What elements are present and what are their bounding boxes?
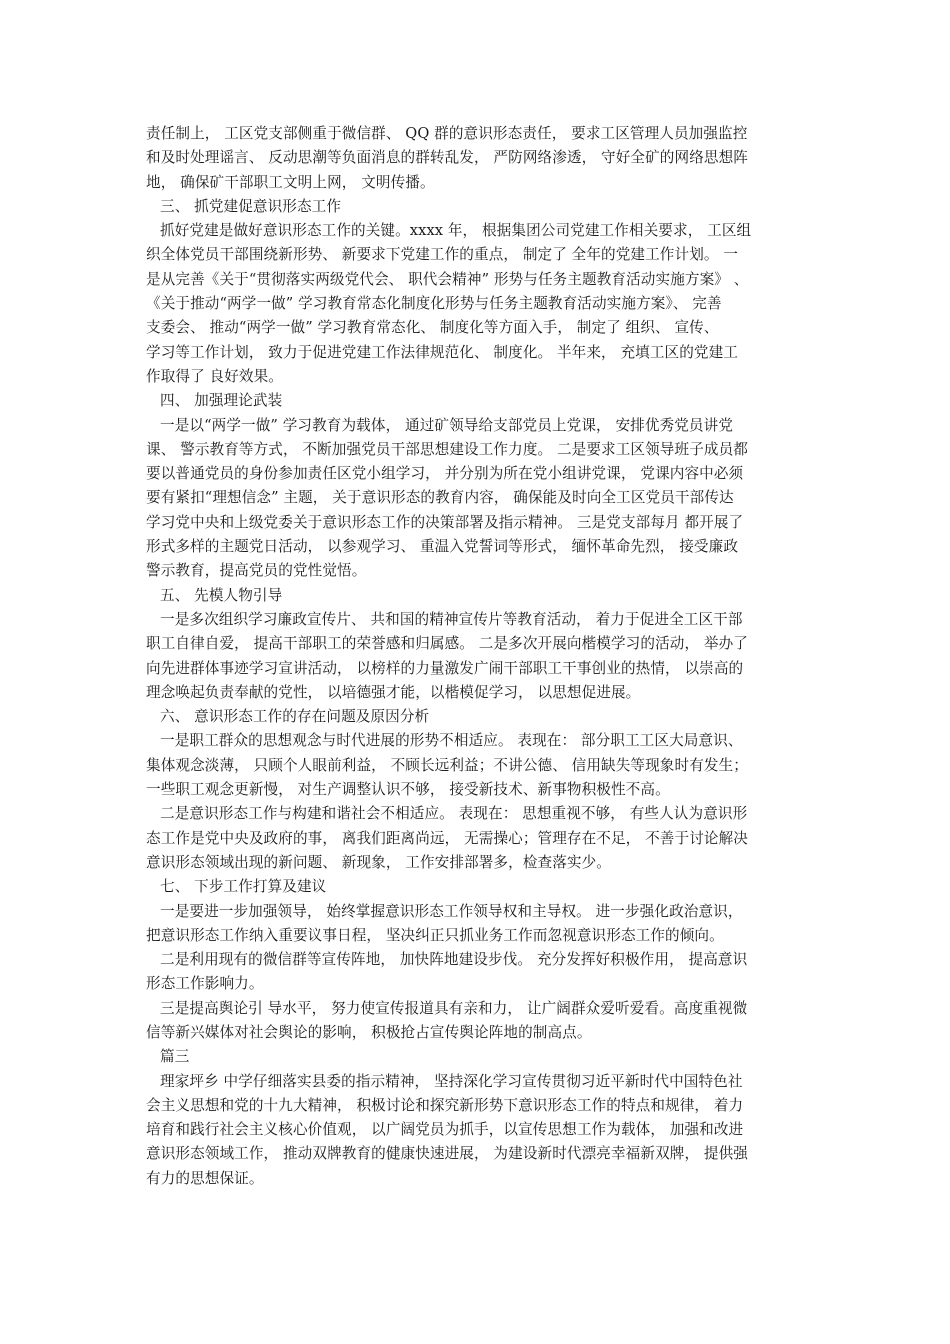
text-line: 要有紧扣“理想信念” 主题， 关于意识形态的教育内容， 确保能及时向全工区党员干部传达 [146, 489, 734, 507]
text-line: 有力的思想保证。 [146, 1169, 264, 1187]
text-line: 职工自律自爱， 提高干部职工的荣誉感和归属感。 二是多次开展向楷模学习的活动， 举办了 [146, 635, 748, 653]
text-line: 一是职工群众的思想观念与时代进展的形势不相适应。 表现在： 部分职工工区大局意识、 [160, 732, 743, 750]
text-line: 学习党中央和上级党委关于意识形态工作的决策部署及指示精神。 三是党支部每月 都开展了 [146, 513, 744, 531]
text-line: 要以普通党员的身份参加责任区党小组学习， 并分别为所在党小组讲党课， 党课内容中必须 [146, 465, 744, 483]
text-line: 集体观念淡薄， 只顾个人眼前利益， 不顾长远利益；不讲公德、 信用缺失等现象时有发生； [146, 756, 748, 774]
text-line: 意识形态领域工作， 推动双牌教育的健康快速进展， 为建设新时代漂亮幸福新双牌， 提供强 [146, 1145, 748, 1163]
text-line: 向先进群体事迹学习宣讲活动， 以榜样的力量激发广闹干部职工干事创业的热情， 以崇高的 [146, 659, 744, 677]
text-line: 《关于推动“两学一做” 学习教育常态化制度化形势与任务主题教育活动实施方案》、 完善 [146, 295, 722, 313]
text-line: 抓好党建是做好意识形态工作的关键。xxxx 年， 根据集团公司党建工作相关要求， 工区组 [160, 222, 752, 240]
text-line: 信等新兴媒体对社会舆论的影响， 积极抢占宣传舆论阵地的制高点。 [146, 1023, 592, 1041]
document-body [146, 122, 808, 1191]
text-line: 意识形态领域出现的新问题、 新现象， 工作安排部署多，检查落实少。 [146, 853, 611, 871]
text-line: 理念唤起负责奉献的党性， 以培德强才能，以楷模促学习， 以思想促进展。 [146, 683, 641, 701]
text-line: 培育和践行社会主义核心价值观， 以广阔党员为抓手，以宣传思想工作为载体， 加强和改进 [146, 1121, 744, 1139]
text-line: 三是提高舆论引 导水平， 努力使宣传报道具有亲和力， 让广阔群众爱听爱看。高度重视微 [160, 999, 748, 1017]
text-line: 理家坪乡 中学仔细落实县委的指示精神， 坚持深化学习宣传贯彻习近平新时代中国特色社 [160, 1072, 743, 1090]
text-line: 一些职工观念更新慢， 对生产调整认识不够， 接受新技术、新事物积极性不高。 [146, 781, 670, 799]
text-line: 六、 意识形态工作的存在问题及原因分析 [160, 708, 430, 726]
text-line: 作取得了 良好效果。 [146, 367, 283, 385]
text-line: 形态工作影响力。 [146, 975, 264, 993]
text-line: 织全体党员干部围绕新形势、 新要求下党建工作的重点， 制定了 全年的党建工作计划。 一 [146, 246, 739, 264]
text-line: 支委会、 推动“两学一做” 学习教育常态化、 制度化等方面入手， 制定了 组织、 宣传、 [146, 319, 719, 337]
text-line: 二是意识形态工作与构建和谐社会不相适应。 表现在： 思想重视不够， 有些人认为意识形 [160, 805, 748, 823]
text-line: 责任制上， 工区党支部侧重于微信群、 QQ 群的意识形态责任， 要求工区管理人员加强监控 [146, 125, 748, 142]
text-line: 把意识形态工作纳入重要议事日程， 坚决纠正只抓业务工作而忽视意识形态工作的倾向。 [146, 926, 724, 944]
text-line: 是从完善《关于“贯彻落实两级党代会、 职代会精神” 形势与任务主题教育活动实施方案》 、 [146, 270, 749, 288]
text-line: 四、 加强理论武装 [160, 392, 283, 410]
text-line: 篇三 [160, 1048, 190, 1066]
text-line: 地， 确保矿干部职工文明上网， 文明传播。 [146, 173, 435, 191]
text-line: 一是多次组织学习廉政宣传片、 共和国的精神宣传片等教育活动， 着力于促进全工区干部 [160, 610, 743, 628]
text-line: 形式多样的主题党日活动， 以参观学习、 重温入党誓词等形式， 缅怀革命先烈， 接受廉政 [146, 538, 739, 556]
text-line: 和及时处理谣言、 反动思潮等负面消息的群转乱发， 严防网络渗透， 守好全矿的网络思想阵 [146, 149, 748, 167]
text-line: 课、 警示教育等方式， 不断加强党员干部思想建设工作力度。 二是要求工区领导班子成员都 [146, 440, 748, 458]
text-line: 二是利用现有的微信群等宣传阵地， 加快阵地建设步伐。 充分发挥好积极作用， 提高意识 [160, 951, 748, 969]
text-line: 七、 下步工作打算及建议 [160, 878, 327, 896]
text-line: 三、 抓党建促意识形态工作 [160, 197, 342, 215]
text-line: 五、 先模人物引导 [160, 586, 283, 604]
text-line: 会主义思想和党的十九大精神， 积极讨论和探究新形势下意识形态工作的特点和规律， 着力 [146, 1096, 744, 1114]
text-line: 一是要进一步加强领导， 始终掌握意识形态工作领导权和主导权。 进一步强化政治意识， [160, 902, 743, 920]
text-line: 警示教育，提高党员的党性觉悟。 [146, 562, 367, 580]
text-line: 一是以“两学一做” 学习教育为载体， 通过矿领导给支部党员上党课， 安排优秀党员讲党 [160, 416, 734, 434]
text-line: 学习等工作计划， 致力于促进党建工作法律规范化、 制度化。 半年来， 充填工区的党建工 [146, 343, 739, 361]
text-line: 态工作是党中央及政府的事， 离我们距离尚远， 无需操心；管理存在不足， 不善于讨论解决 [146, 829, 748, 847]
